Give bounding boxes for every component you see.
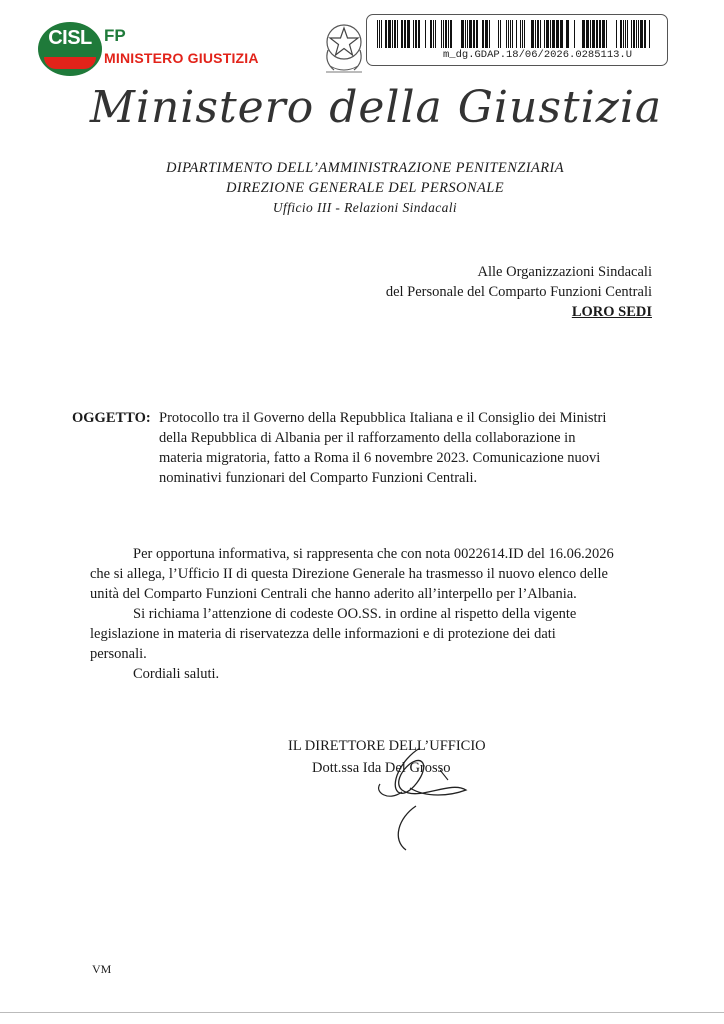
barcode-bar [430, 20, 432, 48]
barcode-bar [627, 20, 628, 48]
barcode-bar [435, 20, 436, 48]
ministry-title: Ministero della Giustizia [89, 82, 663, 133]
subject-line: nominativi funzionari del Comparto Funzioni Centrali. [159, 470, 478, 486]
barcode-bar [582, 20, 585, 48]
barcode-bar [482, 20, 484, 48]
barcode-bar [381, 20, 382, 48]
body-line: unità del Comparto Funzioni Centrali che hanno aderito all’interpello per l’Albania. [90, 586, 577, 602]
barcode-bar [602, 20, 605, 48]
barcode-bar [596, 20, 598, 48]
barcode-bar [531, 20, 534, 48]
bottom-divider [0, 1012, 724, 1013]
barcode-bar [441, 20, 442, 48]
barcode-bar [510, 20, 511, 48]
barcode-bar [404, 20, 406, 48]
barcode-bar [448, 20, 449, 48]
barcode-bar [489, 20, 490, 48]
barcode-bar [394, 20, 396, 48]
barcode-bar [633, 20, 635, 48]
barcode-icon [377, 20, 657, 48]
barcode-bar [590, 20, 591, 48]
direction-name: DIREZIONE GENERALE DEL PERSONALE [226, 180, 504, 196]
recipient-line: LORO SEDI [571, 304, 652, 320]
barcode-bar [392, 20, 393, 48]
barcode-bar [385, 20, 387, 48]
barcode-bar [433, 20, 434, 48]
barcode-bar [586, 20, 589, 48]
barcode-bar [473, 20, 475, 48]
barcode-bar [506, 20, 507, 48]
logo-subtitle: MINISTERO GIUSTIZIA [104, 50, 259, 66]
signature-name: Dott.ssa Ida Del Grosso [312, 760, 451, 776]
recipient-line: del Personale del Comparto Funzioni Centrali [385, 284, 652, 300]
barcode-bar [485, 20, 488, 48]
recipient-line: Alle Organizzazioni Sindacali [477, 264, 652, 280]
logo-fp: FP [104, 26, 126, 45]
protocol-stamp [366, 14, 668, 66]
barcode-bar [443, 20, 444, 48]
body-line: legislazione in materia di riservatezza delle informazioni e di protezione dei dati [90, 626, 556, 642]
cisl-logo-swoosh [44, 57, 96, 69]
barcode-bar [550, 20, 551, 48]
barcode-bar [524, 20, 525, 48]
subject-line: della Repubblica di Albania per il rafforzamento della collaborazione in [159, 430, 576, 446]
barcode-bar [413, 20, 414, 48]
barcode-bar [623, 20, 624, 48]
barcode-bar [540, 20, 541, 48]
italian-emblem-icon [322, 16, 366, 78]
barcode-bar [649, 20, 650, 48]
barcode-bar [469, 20, 472, 48]
barcode-bar [425, 20, 426, 48]
barcode-bar [512, 20, 513, 48]
closing-greeting: Cordiali saluti. [133, 666, 220, 682]
barcode-bar [620, 20, 622, 48]
barcode-bar [522, 20, 523, 48]
barcode-bar [631, 20, 632, 48]
barcode-bar [638, 20, 639, 48]
cisl-logo-text: CISL [48, 27, 92, 49]
protocol-code: m_dg.GDAP.18/06/2026.0285113.U [443, 49, 633, 61]
barcode-bar [388, 20, 391, 48]
barcode-bar [537, 20, 539, 48]
barcode-bar [606, 20, 607, 48]
barcode-bar [508, 20, 509, 48]
barcode-bar [377, 20, 378, 48]
barcode-bar [636, 20, 637, 48]
barcode-bar [500, 20, 501, 48]
subject-label: OGGETTO: [72, 410, 151, 426]
subject-line: materia migratoria, fatto a Roma il 6 novembre 2023. Comunicazione nuovi [159, 450, 601, 466]
cisl-logo [38, 22, 102, 76]
barcode-bar [418, 20, 420, 48]
barcode-bar [566, 20, 569, 48]
barcode-bar [465, 20, 466, 48]
body-line: Per opportuna informativa, si rappresenta che con nota 0022614.ID del 16.06.2026 [133, 546, 614, 562]
barcode-bar [397, 20, 398, 48]
subject-line: Protocollo tra il Governo della Repubblica Italiana e il Consiglio dei Ministri [159, 410, 607, 426]
barcode-bar [415, 20, 417, 48]
barcode-bar [445, 20, 447, 48]
barcode-bar [407, 20, 410, 48]
body-line: Si richiama l’attenzione di codeste OO.SS. in ordine al rispetto della vigente [133, 606, 577, 622]
body-line: personali. [90, 646, 147, 662]
barcode-bar [498, 20, 499, 48]
barcode-bar [556, 20, 559, 48]
barcode-bar [616, 20, 617, 48]
office-name: Ufficio III - Relazioni Sindacali [272, 200, 458, 215]
barcode-bar [401, 20, 403, 48]
barcode-bar [516, 20, 517, 48]
barcode-bar [640, 20, 643, 48]
barcode-bar [450, 20, 452, 48]
barcode-bar [560, 20, 563, 48]
barcode-bar [379, 20, 380, 48]
barcode-bar [476, 20, 478, 48]
author-initials: VM [92, 962, 112, 976]
body-line: che si allega, l’Ufficio II di questa Direzione Generale ha trasmesso il nuovo elenco delle [90, 566, 608, 582]
barcode-bar [467, 20, 468, 48]
signature-role: IL DIRETTORE DELL’UFFICIO [288, 738, 486, 754]
department-name: DIPARTIMENTO DELL’AMMINISTRAZIONE PENITENZIARIA [166, 160, 564, 176]
barcode-bar [592, 20, 595, 48]
barcode-bar [461, 20, 464, 48]
barcode-bar [552, 20, 555, 48]
handwritten-signature [330, 740, 490, 860]
barcode-bar [644, 20, 646, 48]
barcode-bar [546, 20, 549, 48]
barcode-bar [574, 20, 575, 48]
barcode-bar [544, 20, 545, 48]
barcode-bar [599, 20, 601, 48]
barcode-bar [520, 20, 521, 48]
barcode-bar [535, 20, 536, 48]
barcode-bar [625, 20, 626, 48]
